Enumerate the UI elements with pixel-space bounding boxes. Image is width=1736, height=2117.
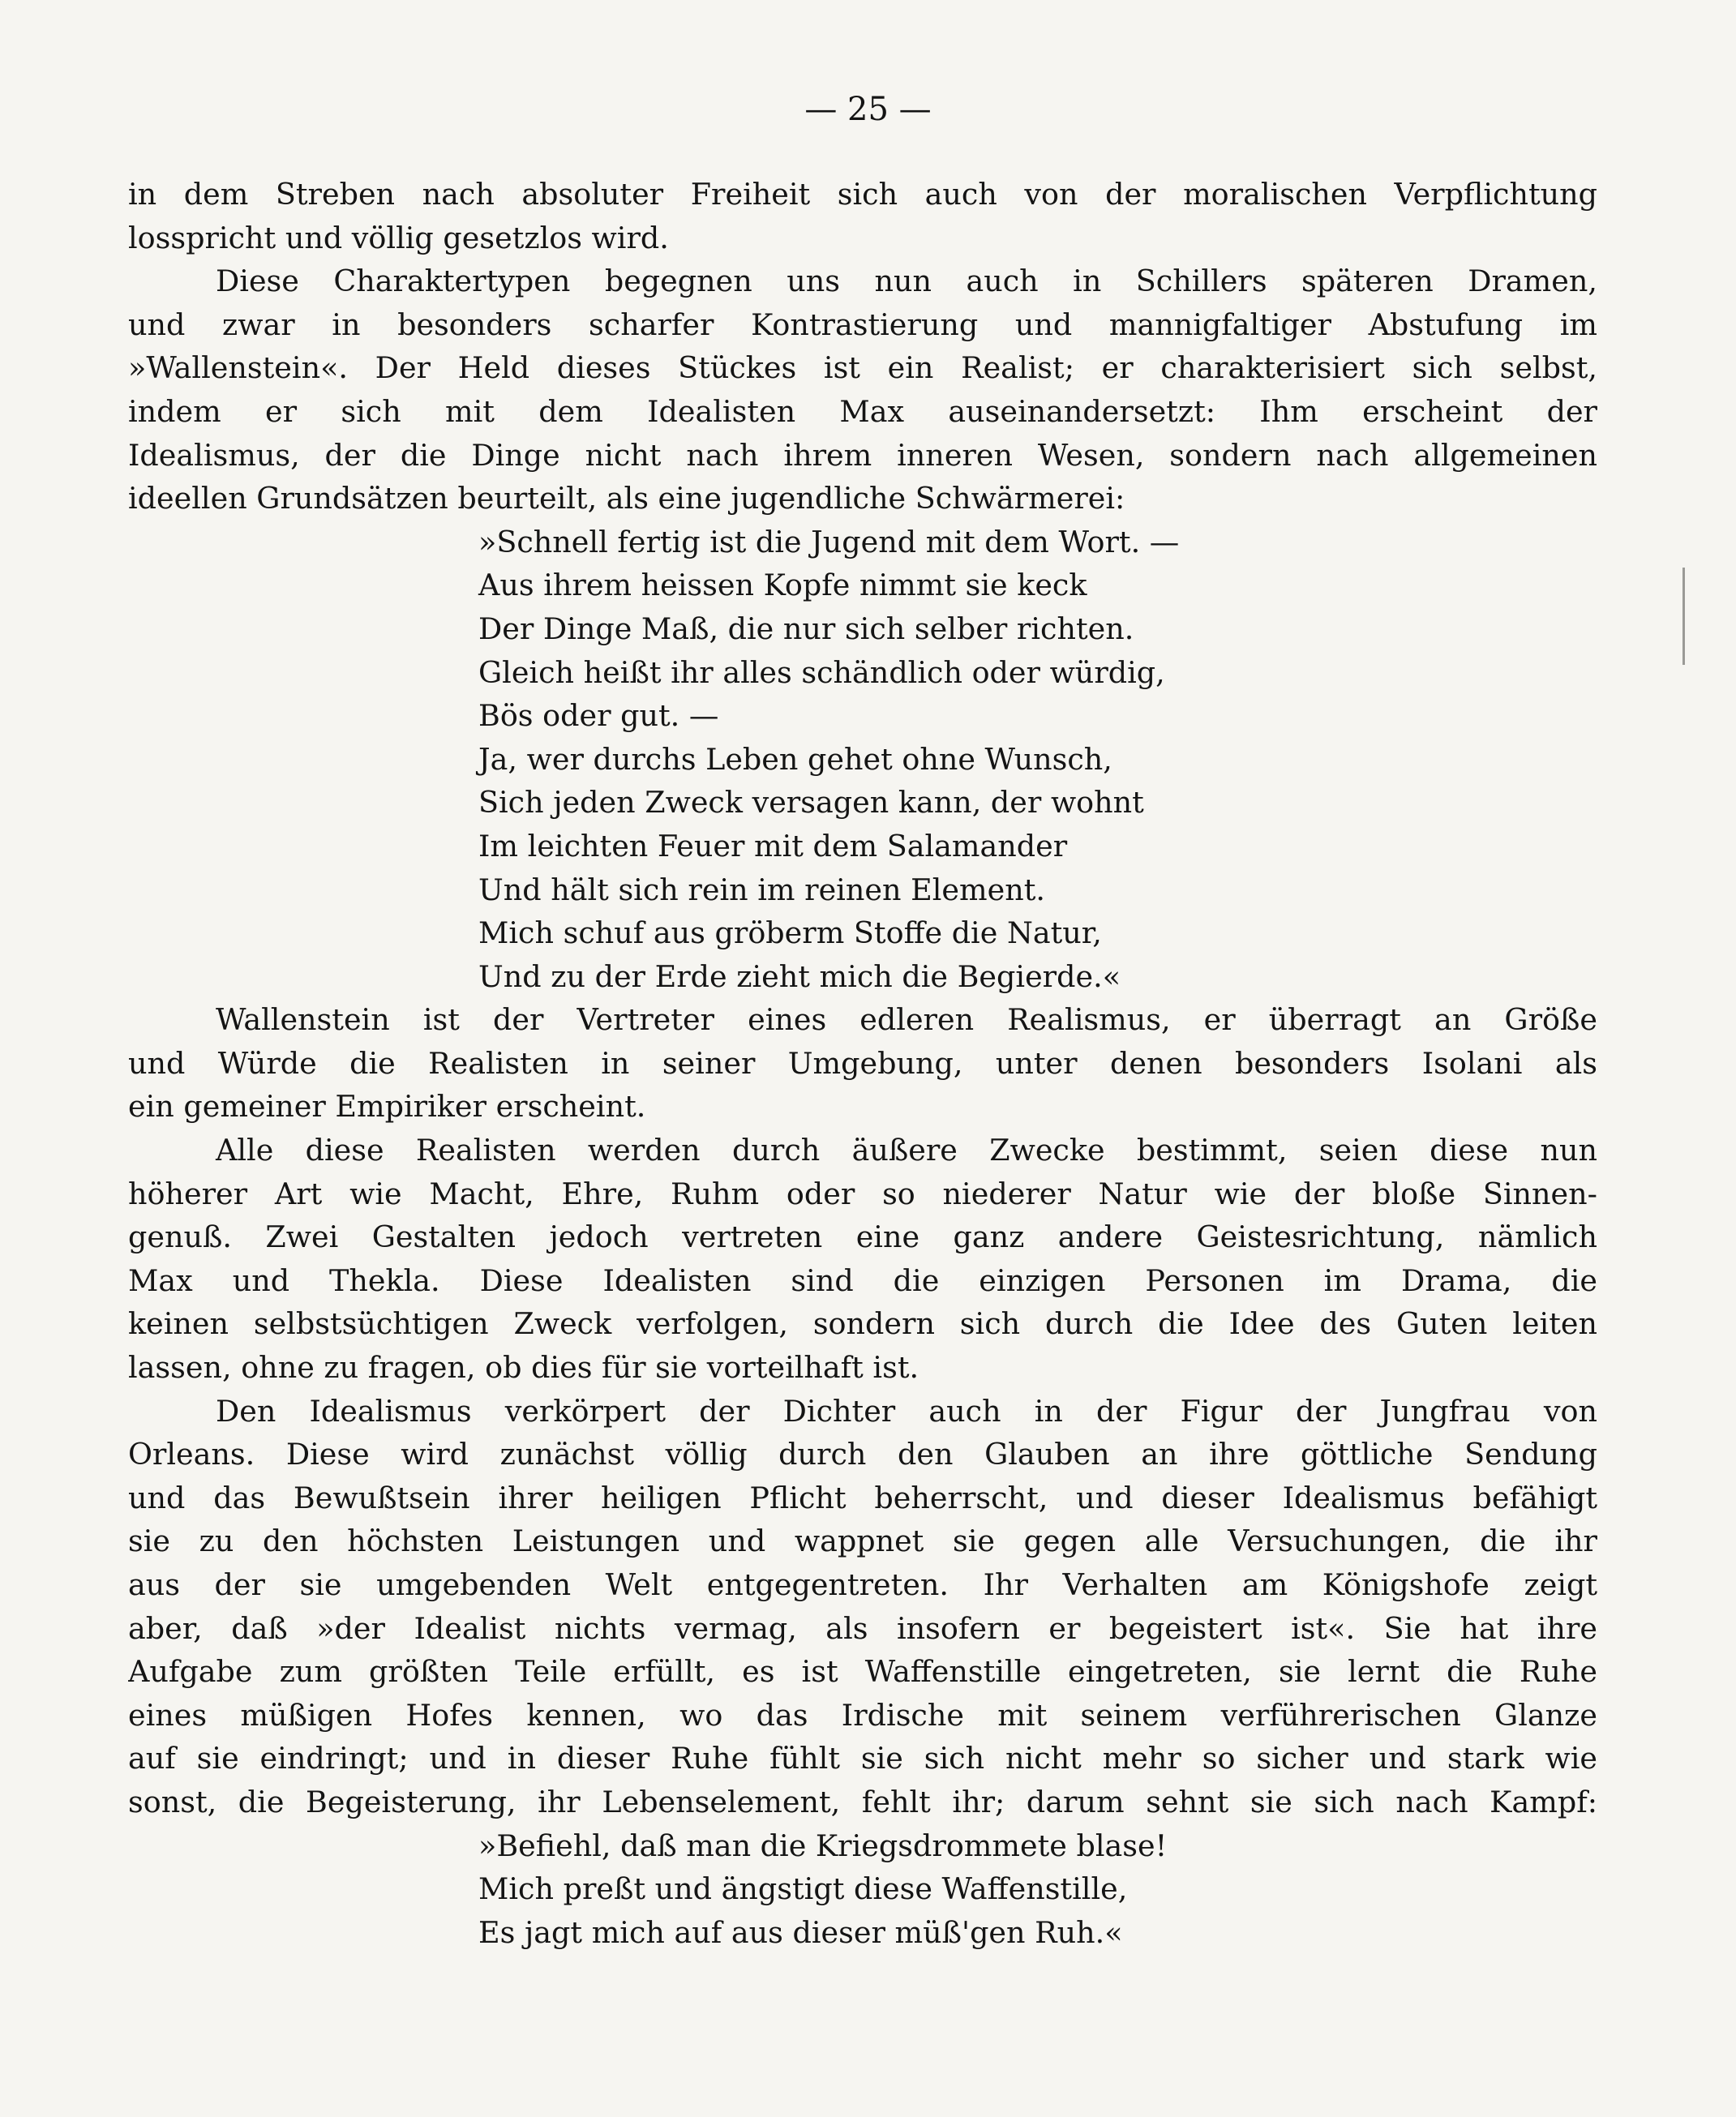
text-line: keinen selbstsüchtigen Zweck verfolgen, sondern sich durch die Idee des Guten leiten bbox=[128, 1306, 1597, 1342]
paragraph-first-line: Diese Charaktertypen begegnen uns nun auch in Schillers späteren Dramen, bbox=[216, 264, 1597, 299]
text-line: losspricht und völlig gesetzlos wird. bbox=[128, 220, 669, 255]
scan-margin-mark bbox=[1682, 568, 1685, 665]
text-line: auf sie eindringt; und in dieser Ruhe fühlt sie sich nicht mehr so sicher und stark wie bbox=[128, 1741, 1597, 1776]
verse-line: Es jagt mich auf aus dieser müß'gen Ruh.« bbox=[478, 1914, 1123, 1950]
text-line: und zwar in besonders scharfer Kontrastierung und mannigfaltiger Abstufung im bbox=[128, 306, 1597, 342]
text-line: aus der sie umgebenden Welt entgegentreten. Ihr Verhalten am Königshofe zeigt bbox=[128, 1567, 1597, 1602]
text-line: Idealismus, der die Dinge nicht nach ihrem inneren Wesen, sondern nach allgemeinen bbox=[128, 437, 1597, 473]
text-line: sonst, die Begeisterung, ihr Lebenselement, fehlt ihr; darum sehnt sie sich nach Kampf: bbox=[128, 1784, 1597, 1819]
verse-line: Mich schuf aus gröberm Stoffe die Natur, bbox=[478, 915, 1102, 951]
text-line: eines müßigen Hofes kennen, wo das Irdische mit seinem verführerischen Glanze bbox=[128, 1697, 1597, 1733]
verse-line: »Befiehl, daß man die Kriegsdrommete blase! bbox=[478, 1828, 1168, 1863]
text-line: »Wallenstein«. Der Held dieses Stückes ist ein Realist; er charakterisiert sich selbst, bbox=[128, 350, 1597, 386]
paragraph-first-line: Wallenstein ist der Vertreter eines edleren Realismus, er überragt an Größe bbox=[216, 1002, 1597, 1038]
text-line: ein gemeiner Empiriker erscheint. bbox=[128, 1089, 646, 1125]
verse-line: Gleich heißt ihr alles schändlich oder würdig, bbox=[478, 654, 1165, 690]
text-line: und das Bewußtsein ihrer heiligen Pflicht beherrscht, und dieser Idealismus befähigt bbox=[128, 1480, 1597, 1515]
text-line: sie zu den höchsten Leistungen und wappnet sie gegen alle Versuchungen, die ihr bbox=[128, 1523, 1597, 1559]
verse-line: Bös oder gut. — bbox=[478, 698, 719, 734]
text-line: und Würde die Realisten in seiner Umgebung, unter denen besonders Isolani als bbox=[128, 1045, 1597, 1081]
verse-line: Der Dinge Maß, die nur sich selber richten. bbox=[478, 611, 1134, 646]
text-line: lassen, ohne zu fragen, ob dies für sie vorteilhaft ist. bbox=[128, 1350, 919, 1386]
text-line: Aufgabe zum größten Teile erfüllt, es ist Waffenstille eingetreten, sie lernt die Ruhe bbox=[128, 1654, 1597, 1690]
verse-line: Aus ihrem heissen Kopfe nimmt sie keck bbox=[478, 568, 1087, 603]
text-line: höherer Art wie Macht, Ehre, Ruhm oder so niederer Natur wie der bloße Sinnen- bbox=[128, 1176, 1597, 1211]
paragraph-first-line: Alle diese Realisten werden durch äußere Zwecke bestimmt, seien diese nun bbox=[216, 1133, 1597, 1168]
paragraph-first-line: Den Idealismus verkörpert der Dichter auch in der Figur der Jungfrau von bbox=[216, 1393, 1597, 1429]
page-number: — 25 — bbox=[804, 91, 932, 128]
text-line: aber, daß »der Idealist nichts vermag, als insofern er begeistert ist«. Sie hat ihre bbox=[128, 1610, 1597, 1646]
verse-line: Ja, wer durchs Leben gehet ohne Wunsch, bbox=[478, 741, 1112, 777]
text-line: Max und Thekla. Diese Idealisten sind die einzigen Personen im Drama, die bbox=[128, 1262, 1597, 1298]
text-line: genuß. Zwei Gestalten jedoch vertreten eine ganz andere Geistesrichtung, nämlich bbox=[128, 1219, 1597, 1255]
verse-line: Und hält sich rein im reinen Element. bbox=[478, 872, 1045, 907]
text-line: Orleans. Diese wird zunächst völlig durch den Glauben an ihre göttliche Sendung bbox=[128, 1437, 1597, 1472]
verse-line: Mich preßt und ängstigt diese Waffenstille, bbox=[478, 1871, 1128, 1907]
verse-line: Und zu der Erde zieht mich die Begierde.« bbox=[478, 958, 1121, 994]
text-line: ideellen Grundsätzen beurteilt, als eine jugendliche Schwärmerei: bbox=[128, 481, 1125, 516]
text-line: indem er sich mit dem Idealisten Max auseinandersetzt: Ihm erscheint der bbox=[128, 393, 1597, 429]
verse-line: Im leichten Feuer mit dem Salamander bbox=[478, 828, 1068, 864]
verse-line: »Schnell fertig ist die Jugend mit dem Wort. — bbox=[478, 524, 1180, 559]
body-text bbox=[128, 173, 1597, 1954]
verse-line: Sich jeden Zweck versagen kann, der wohnt bbox=[478, 785, 1144, 821]
text-line: in dem Streben nach absoluter Freiheit sich auch von der moralischen Verpflichtung bbox=[128, 177, 1597, 212]
